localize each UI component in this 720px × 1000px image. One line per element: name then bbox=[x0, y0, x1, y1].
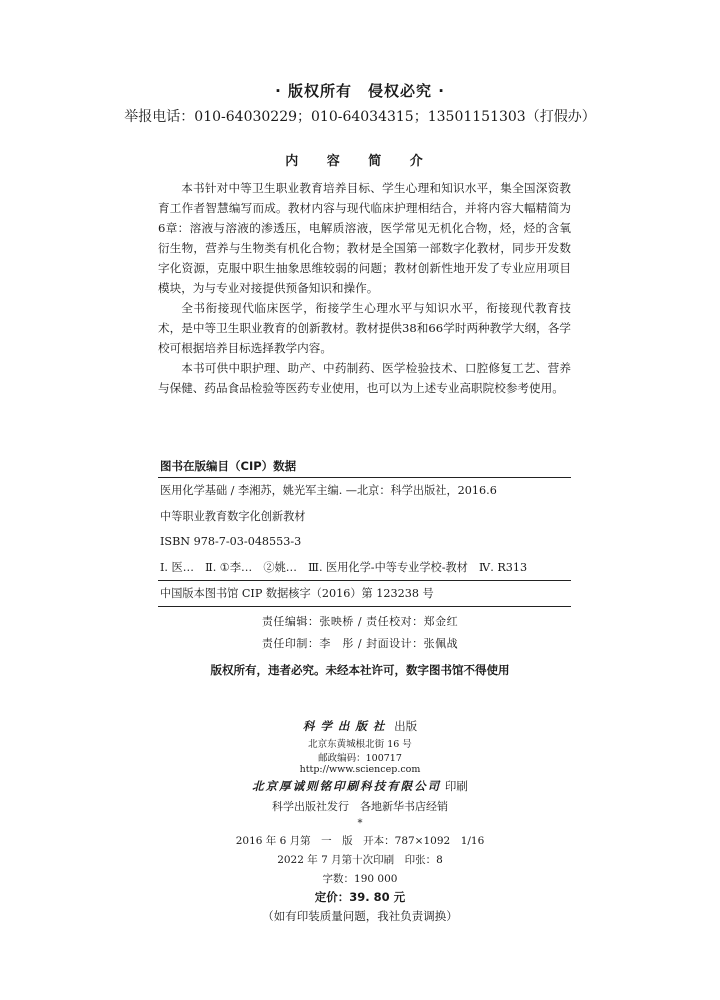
publisher-logo: 科学出版社 bbox=[302, 719, 391, 733]
cip-row-series: 中等职业教育数字化创新教材 bbox=[160, 509, 306, 523]
price: 定价：39. 80 元 bbox=[314, 890, 406, 904]
cip-row-title: 医用化学基础 / 李湘苏，姚光军主编. —北京：科学出版社，2016.6 bbox=[160, 484, 497, 497]
report-hotline: 举报电话：010-64030229；010-64034315；13501151303（打假办） bbox=[124, 109, 596, 125]
cip-row-classification: Ⅰ. 医… Ⅱ. ①李… ②姚… Ⅲ. 医用化学-中等专业学校-教材 Ⅳ. R313 bbox=[160, 560, 528, 574]
cip-heading: 图书在版编目（CIP）数据 bbox=[160, 459, 297, 473]
printer-line bbox=[0, 778, 720, 794]
publisher-suffix: 出版 bbox=[394, 719, 418, 733]
printing-line: 2022 年 7 月第十次印刷 印张：8 bbox=[277, 854, 443, 866]
printer-logo: 北京厚诚则铭印刷科技有限公司 bbox=[252, 779, 442, 793]
quality-note: （如有印装质量问题，我社负责调换） bbox=[262, 909, 458, 923]
staff-line-production: 责任印制：李 彤 / 封面设计：张佩战 bbox=[261, 637, 459, 650]
summary-paragraph: 本书可供中职护理、助产、中药制药、医学检验技术、口腔修复工艺、营养与保健、药品食品检验等医药专业使用，也可以为上述专业高职院校参考使用。 bbox=[158, 361, 571, 395]
publisher-website: http://www.sciencep.com bbox=[299, 764, 421, 775]
cip-row-isbn: ISBN 978-7-03-048553-3 bbox=[160, 535, 302, 548]
distribution-line: 科学出版社发行 各地新华书店经销 bbox=[272, 800, 448, 813]
summary-body bbox=[158, 178, 571, 398]
summary-paragraph: 本书针对中等卫生职业教育培养目标、学生心理和知识水平，集全国深资教育工作者智慧编写而成。教材内容与现代临床护理相结合，并将内容大幅精简为6章：溶液与溶液的渗透压，电解质溶液，医学常见无机化合物，烃，烃的含氧衍生物，营养与生物类有机化合物；教材是全国第一部数字化教材，同步开发数字化资源，克服中职生抽象思维较弱的问题；教材创新性地开发了专业应用项目模块，为与专业对接提供预备知识和操作。 bbox=[158, 181, 571, 295]
publisher-address: 北京东黄城根北街 16 号 bbox=[308, 739, 412, 750]
staff-line-editors: 责任编辑：张映桥 / 责任校对：郑金红 bbox=[261, 615, 459, 628]
summary-paragraph: 全书衔接现代临床医学，衔接学生心理水平与知识水平，衔接现代教育技术，是中等卫生职业教育的创新教材。教材提供38和66学时两种教学大纲，各学校可根据培养目标选择教学内容。 bbox=[158, 301, 571, 355]
word-count: 字数：190 000 bbox=[322, 873, 398, 885]
cip-data-box bbox=[158, 477, 571, 607]
publisher-postcode: 邮政编码：100717 bbox=[318, 753, 402, 764]
summary-heading: 内 容 简 介 bbox=[285, 154, 435, 169]
copyright-title: · 版权所有 侵权必究 · bbox=[275, 82, 445, 100]
printer-suffix: 印刷 bbox=[444, 779, 468, 793]
publisher-line bbox=[0, 718, 720, 734]
edition-line: 2016 年 6 月第 一 版 开本：787×1092 1/16 bbox=[235, 835, 485, 847]
separator-star: * bbox=[357, 818, 363, 829]
cip-row-record-number: 中国版本图书馆 CIP 数据核字（2016）第 123238 号 bbox=[158, 580, 571, 606]
rights-notice: 版权所有，违者必究。未经本社许可，数字图书馆不得使用 bbox=[210, 663, 510, 677]
